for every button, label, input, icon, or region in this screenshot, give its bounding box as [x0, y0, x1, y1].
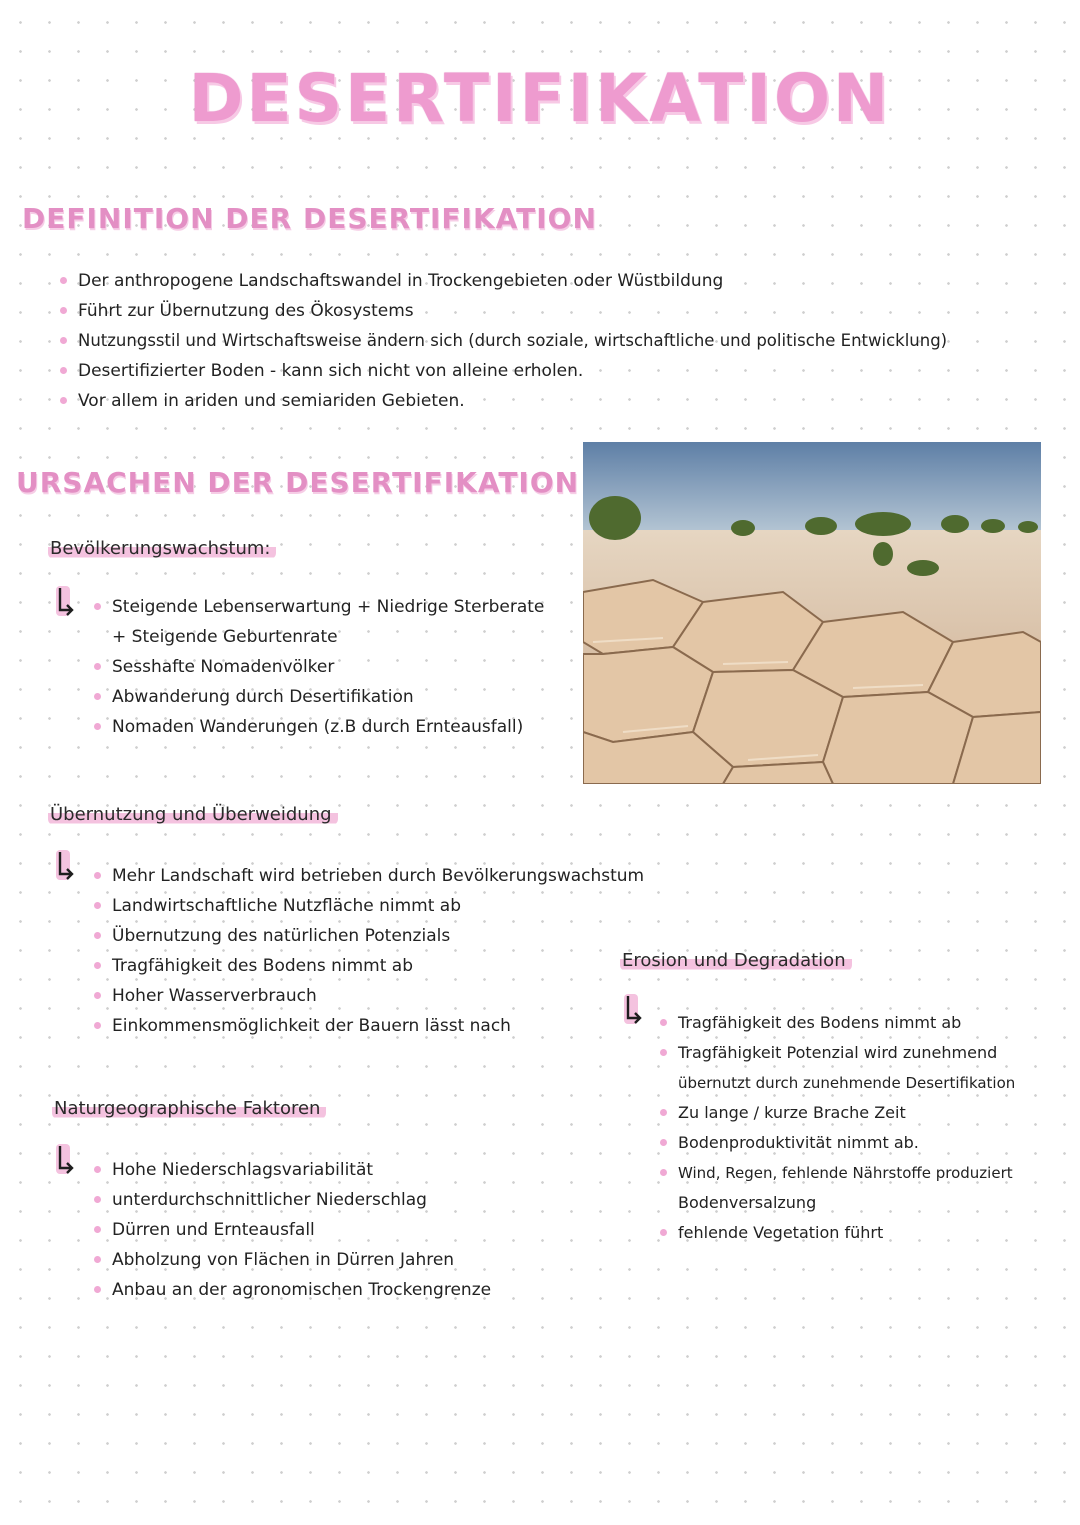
list-item: fehlende Vegetation führt	[656, 1218, 1015, 1248]
list-item: Anbau an der agronomischen Trockengrenze	[90, 1275, 491, 1305]
natural-heading: Naturgeographische Faktoren	[52, 1098, 326, 1119]
list-item: Landwirtschaftliche Nutzfläche nimmt ab	[90, 891, 644, 921]
list-item: Führt zur Übernutzung des Ökosystems	[56, 296, 947, 326]
list-item: unterdurchschnittlicher Niederschlag	[90, 1185, 491, 1215]
population-list	[90, 592, 544, 742]
arrow-down-right-icon	[54, 848, 76, 882]
arrow-down-right-icon	[622, 992, 644, 1026]
list-item: Steigende Lebenserwartung + Niedrige Sterberate	[90, 592, 544, 622]
list-item: Bodenproduktivität nimmt ab.	[656, 1128, 1015, 1158]
list-item: Der anthropogene Landschaftswandel in Trockengebieten oder Wüstbildung	[56, 266, 947, 296]
definition-list	[56, 266, 947, 416]
list-item: Dürren und Ernteausfall	[90, 1215, 491, 1245]
causes-heading: URSACHEN DER DESERTIFIKATION	[16, 466, 580, 499]
population-heading: Bevölkerungswachstum:	[48, 538, 276, 559]
list-item: Zu lange / kurze Brache Zeit	[656, 1098, 1015, 1128]
arrow-down-right-icon	[54, 1142, 76, 1176]
desert-photo	[583, 442, 1041, 784]
list-item: Einkommensmöglichkeit der Bauern lässt nach	[90, 1011, 644, 1041]
list-item: Tragfähigkeit des Bodens nimmt ab	[90, 951, 644, 981]
list-item: Bodenversalzung	[678, 1193, 817, 1212]
list-item: Abwanderung durch Desertifikation	[90, 682, 544, 712]
list-item: Übernutzung des natürlichen Potenzials	[90, 921, 644, 951]
erosion-list	[656, 1008, 1015, 1248]
arrow-down-right-icon	[54, 584, 76, 618]
list-item: Wind, Regen, fehlende Nährstoffe produziert	[656, 1158, 1015, 1188]
overuse-list	[90, 861, 644, 1041]
list-item: übernutzt durch zunehmende Desertifikation	[678, 1074, 1016, 1092]
definition-heading: DEFINITION DER DESERTIFIKATION	[22, 202, 597, 235]
erosion-heading: Erosion und Degradation	[620, 950, 852, 971]
overuse-heading: Übernutzung und Überweidung	[48, 804, 338, 825]
list-item: Hoher Wasserverbrauch	[90, 981, 644, 1011]
list-item: Tragfähigkeit des Bodens nimmt ab	[656, 1008, 1015, 1038]
list-item: Nutzungsstil und Wirtschaftsweise ändern sich (durch soziale, wirtschaftliche und politische Entwicklung)	[56, 326, 947, 356]
list-item: Mehr Landschaft wird betrieben durch Bevölkerungswachstum	[90, 861, 644, 891]
natural-list	[90, 1155, 491, 1305]
list-item: + Steigende Geburtenrate	[112, 627, 338, 647]
list-item: Tragfähigkeit Potenzial wird zunehmend	[656, 1038, 1015, 1068]
list-item: Vor allem in ariden und semiariden Gebieten.	[56, 386, 947, 416]
list-item: Nomaden Wanderungen (z.B durch Ernteausfall)	[90, 712, 544, 742]
list-item: Hohe Niederschlagsvariabilität	[90, 1155, 491, 1185]
list-item: Sesshafte Nomadenvölker	[90, 652, 544, 682]
list-item: Desertifizierter Boden - kann sich nicht von alleine erholen.	[56, 356, 947, 386]
list-item: Abholzung von Flächen in Dürren Jahren	[90, 1245, 491, 1275]
page-title: DESERTIFIKATION	[188, 60, 892, 137]
